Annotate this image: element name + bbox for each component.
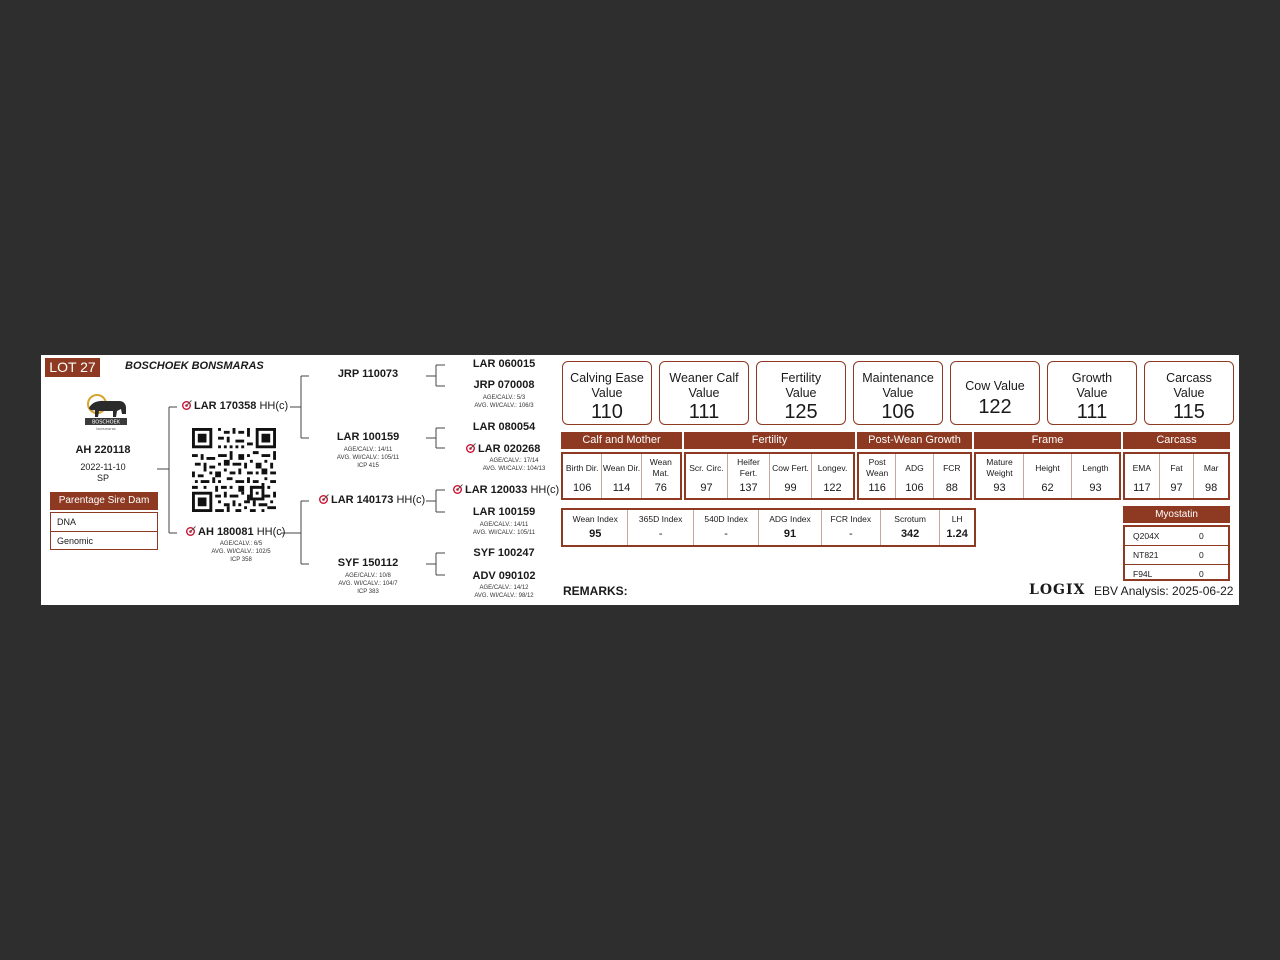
logix-logo: LOGIX xyxy=(1029,582,1086,598)
sdd-stats: AGE/CALV.: 17/14 AVG. WI/CALV.: 104/13 xyxy=(482,458,546,472)
sds-id: LAR 080054 xyxy=(472,421,536,433)
animal-type: SP xyxy=(96,473,109,483)
dd-id: SYF 150112 xyxy=(337,557,399,569)
logo-text: BOSCHOEK xyxy=(91,419,121,426)
value-carcass: Carcass Value 115 xyxy=(1144,361,1234,425)
sire-tag: HH(c) xyxy=(259,400,289,412)
target-arrow-icon xyxy=(186,526,196,536)
ssd-stats: AGE/CALV.: 5/3 AVG. WI/CALV.: 106/3 xyxy=(474,395,534,409)
farm-name: BOSCHOEK BONSMARAS xyxy=(125,360,264,372)
value-fertility: Fertility Value 125 xyxy=(756,361,846,425)
ds-id: LAR 140173 xyxy=(331,494,394,506)
value-maintenance: Maintenance Value 106 xyxy=(853,361,943,425)
dsd-stats: AGE/CALV.: 14/11 AVG. WI/CALV.: 105/11 xyxy=(472,522,536,536)
dss-entry xyxy=(453,484,559,496)
target-arrow-icon xyxy=(319,494,329,504)
target-arrow-icon xyxy=(182,400,192,410)
ds-entry xyxy=(319,494,425,506)
sdd-entry xyxy=(466,443,540,455)
sire-entry xyxy=(182,400,288,412)
dd-stats: AGE/CALV.: 10/8 AVG. WI/CALV.: 104/7 ICP 383 xyxy=(338,573,398,595)
index-table: Wean Index 95 365D Index - 540D Index - ADG Index 91 FCR Index - Scrotum 342 LH 1.24 xyxy=(561,508,976,547)
sd-id: LAR 100159 xyxy=(336,431,400,443)
dam-tag: HH(c) xyxy=(256,526,286,538)
ddd-id: ADV 090102 xyxy=(472,570,536,582)
myostatin-row: NT821 0 xyxy=(1125,546,1228,565)
lot-badge: LOT 27 xyxy=(45,358,100,377)
analysis-date: EBV Analysis: 2025-06-22 xyxy=(1094,584,1234,598)
ssd-id: JRP 070008 xyxy=(473,379,535,391)
ddd-stats: AGE/CALV.: 14/12 AVG. WI/CALV.: 98/12 xyxy=(474,585,534,599)
group-post-wean: Post-Wean Growth Post Wean 116 ADG 106 FCR 88 xyxy=(857,432,972,500)
myostatin-row: Q204X 0 xyxy=(1125,527,1228,546)
dds-id: SYF 100247 xyxy=(473,547,535,559)
target-arrow-icon xyxy=(453,484,463,494)
myostatin-table xyxy=(1123,525,1230,581)
value-cow: Cow Value 122 xyxy=(950,361,1040,425)
ds-tag: HH(c) xyxy=(396,494,426,506)
animal-id: AH 220118 xyxy=(75,444,131,456)
myostatin-header: Myostatin xyxy=(1123,506,1230,523)
group-frame: Frame Mature Weight 93 Height 62 Length 93 xyxy=(974,432,1121,500)
qr-code xyxy=(192,428,276,512)
sire-id: LAR 170358 xyxy=(194,400,257,412)
value-growth: Growth Value 111 xyxy=(1047,361,1137,425)
logo-subtext: bonsmaras xyxy=(96,427,116,431)
ss-id: JRP 110073 xyxy=(337,368,399,380)
lot-card xyxy=(41,355,1239,605)
target-arrow-icon xyxy=(466,443,476,453)
group-calf-mother: Calf and Mother Birth Dir. 106 Wean Dir. 114 Wean Mat. 76 xyxy=(561,432,682,500)
dam-id: AH 180081 xyxy=(198,526,254,538)
group-fertility: Fertility Scr. Circ. 97 Heifer Fert. 137 Cow Fert. 99 Longev. 122 xyxy=(684,432,855,500)
sss-id: LAR 060015 xyxy=(472,358,536,370)
parentage-header: Parentage Sire Dam xyxy=(50,492,158,510)
dss-tag: HH(c) xyxy=(530,484,560,496)
dsd-id: LAR 100159 xyxy=(472,506,536,518)
group-carcass: Carcass EMA 117 Fat 97 Mar 98 xyxy=(1123,432,1230,500)
dam-stats: AGE/CALV.: 6/5 AVG. WI/CALV.: 102/5 ICP 358 xyxy=(211,541,271,563)
dss-id: LAR 120033 xyxy=(465,484,528,496)
remarks-label: REMARKS: xyxy=(563,584,628,598)
sd-stats: AGE/CALV.: 14/11 AVG. WI/CALV.: 105/11 ICP 415 xyxy=(336,447,400,469)
myostatin-row: F94L 0 xyxy=(1133,569,1204,579)
sdd-id: LAR 020268 xyxy=(478,443,541,455)
birth-date: 2022-11-10 xyxy=(80,462,126,472)
parentage-row-genomic: Genomic xyxy=(57,536,94,546)
dam-entry xyxy=(186,526,285,538)
parentage-row-dna: DNA xyxy=(51,513,157,532)
value-weaner-calf: Weaner Calf Value 111 xyxy=(659,361,749,425)
value-calving-ease: Calving Ease Value 110 xyxy=(562,361,652,425)
